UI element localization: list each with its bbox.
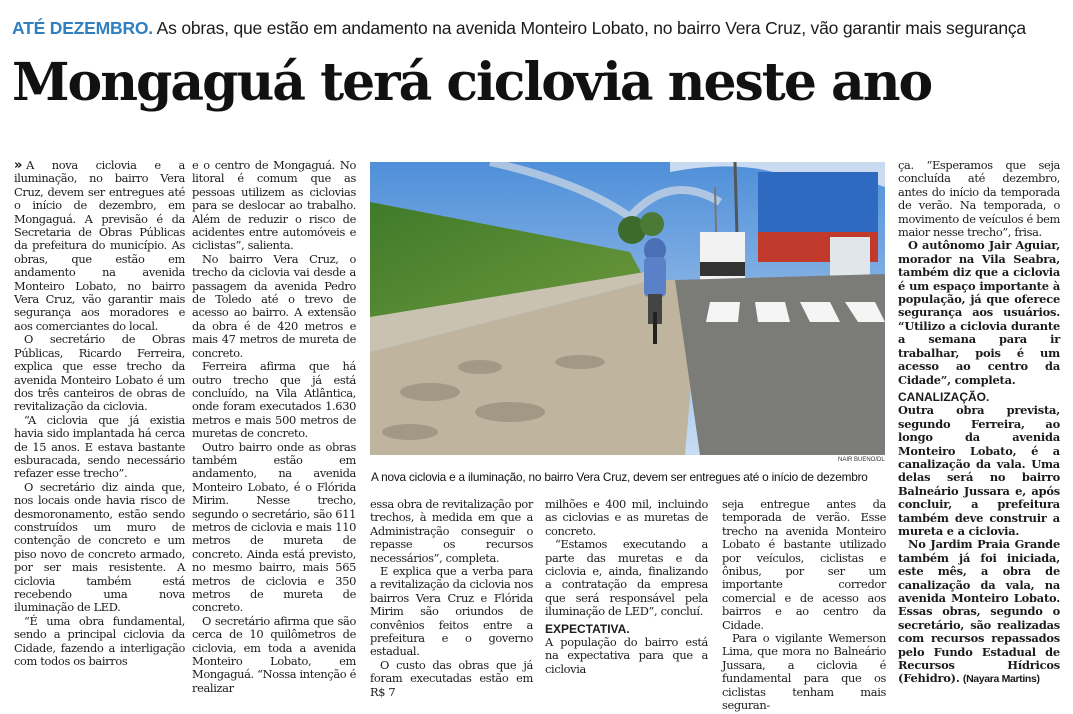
paragraph: Outro bairro onde as obras também estão em andamento, na avenida Monteiro Lobato, é o Flórida Mirim. Nesse trecho, segundo o secretário, são 611 metros de ciclovia e mais 110 metros de mureta de concreto. Ainda está previsto, no mesmo bairro, mais 565 metros de ciclovia e 350 metros de mureta de concreto. — [192, 439, 356, 615]
paragraph: “A ciclovia que já existia havia sido implantada há cerca de 15 anos. E estava bastante esburacada, sendo necessário refazer esse trecho”. — [14, 412, 185, 481]
paragraph: Ferreira afirma que há outro trecho que já está concluído, na Vila Atlântica, onde foram executados 1.630 metros e mais 500 metros de muretas de concreto. — [192, 359, 356, 441]
paragraph: seja entregue antes da temporada de verão. Esse trecho na avenida Monteiro Lobato é bastante utilizado por veículos, ciclistas e ônibus, por ser um importante corredor comercial e de acesso aos bairros e ao centro da Cidade. — [722, 497, 886, 632]
article-photo — [370, 162, 885, 455]
paragraph: Outra obra prevista, segundo Ferreira, ao longo da avenida Monteiro Lobato, é a canalização da vala. Uma delas será no bairro Balneário Jussara e, após concluir, a prefeitura também deve construir a mureta e a ciclovia. — [898, 403, 1060, 538]
paragraph: No bairro Vera Cruz, o trecho da ciclovia vai desde a passagem da avenida Pedro de Toledo até o trevo de acesso ao bairro. A extensão da obra é de 420 metros e mais 47 metros de mureta de concreto. — [192, 251, 356, 360]
photo-credit: NAIR BUENO/DL — [838, 457, 885, 463]
paragraph: Para o vigilante Wemerson Lima, que mora no Balneário Jussara, a ciclovia é fundamental para que os ciclistas tenham mais seguran- — [722, 631, 886, 713]
kicker-text: As obras, que estão em andamento na avenida Monteiro Lobato, no bairro Vera Cruz, vão garantir mais segurança — [156, 18, 1026, 38]
paragraph — [898, 538, 1060, 686]
paragraph: ça. “Esperamos que seja concluída até dezembro, antes do início da temporada de verão. Na temporada, o movimento de veículos é bem maior nesse trecho”, frisa. — [898, 158, 1060, 240]
paragraph: O custo das obras que já foram executadas estão em R$ 7 — [370, 657, 533, 699]
paragraph: A população do bairro está na expectativa para que a ciclovia — [545, 635, 708, 676]
paragraph: O secretário diz ainda que, nos locais onde havia risco de desmoronamento, estão sendo construídos um muro de contenção de concreto e um piso novo de concreto armado, por ser mais resistente. A ciclovia também está recebendo uma nova iluminação de LED. — [14, 479, 185, 615]
article-column-3 — [370, 498, 533, 699]
paragraph: essa obra de revitalização por trechos, à medida em que a Administração conseguir o repasse os recursos necessários”, completa. — [370, 497, 533, 565]
paragraph: milhões e 400 mil, incluindo as ciclovias e as muretas de concreto. — [545, 497, 708, 538]
paragraph: “Estamos executando a parte das muretas e da ciclovia e, ainda, finalizando a contratação da empresa que será responsável pela iluminação de LED”, concluí. — [545, 537, 708, 619]
photo-cyclist-on-bike-lane — [370, 162, 885, 455]
paragraph-text: No Jardim Praia Grande também já foi iniciada, este mês, a obra de canalização da vala, na avenida Monteiro Lobato. Essas obras, segundo o secretário, são realizadas com recursos repassados pelo Fundo Estadual de Recursos Hídricos (Fehidro). — [898, 537, 1060, 686]
paragraph: O autônomo Jair Aguiar, morador na Vila Seabra, também diz que a ciclovia é um espaço importante à população, já que oferece segurança aos usuários. “Utilizo a ciclovia durante a semana para ir trabalhar, pois é um acesso ao centro da Cidade”, completa. — [898, 238, 1060, 387]
double-chevron-icon: » — [14, 158, 23, 173]
author-byline: (Nayara Martins) — [962, 673, 1040, 686]
paragraph: O secretário afirma que são cerca de 10 quilômetros de ciclovia, em toda a avenida Monteiro Lobato, em Mongaguá. “Nossa intenção é realizar — [192, 613, 356, 695]
article-column-5 — [722, 498, 886, 713]
paragraph: E explica que a verba para a revitalização da ciclovia nos bairros Vera Cruz e Flórida Mirim são oriundos de convênios feitos entre a prefeitura e o governo estadual. — [370, 564, 533, 659]
paragraph: e o centro de Mongaguá. No litoral é comum que as pessoas utilizem as ciclovias para se deslocar ao trabalho. Além de reduzir o risco de acidentes entre automóveis e ciclistas”, salienta. — [192, 158, 356, 253]
kicker — [12, 18, 1062, 39]
headline: Mongaguá terá ciclovia neste ano — [12, 52, 932, 113]
kicker-label: ATÉ DEZEMBRO. — [12, 18, 153, 38]
article-column-1 — [14, 159, 185, 668]
photo-caption: A nova ciclovia e a iluminação, no bairro Vera Cruz, devem ser entregues até o início de dezembro — [371, 470, 868, 484]
paragraph: “É uma obra fundamental, sendo a principal ciclovia da Cidade, fazendo a interligação com todos os bairros — [14, 613, 185, 669]
subhead-expectativa: EXPECTATIVA. — [545, 621, 630, 636]
article-column-2 — [192, 159, 356, 695]
article-column-4 — [545, 498, 708, 676]
paragraph: O secretário de Obras Públicas, Ricardo Ferreira, explica que esse trecho da avenida Monteiro Lobato é um dos três canteiros de obras de revitalização da ciclovia. — [14, 332, 185, 414]
article-column-6 — [898, 159, 1060, 687]
paragraph: A nova ciclovia e a iluminação, no bairro Vera Cruz, devem ser entregues até o início de dezembro, em Mongaguá. A previsão é da Secretaria de Obras Públicas da prefeitura do município. As obras, que estão em andamento na avenida Monteiro Lobato, no bairro Vera Cruz, vão garantir mais segurança aos moradores e aos comerciantes do local. — [14, 158, 185, 333]
subhead-canalizacao: CANALIZAÇÃO. — [898, 389, 990, 404]
lead-paragraph — [14, 159, 185, 333]
